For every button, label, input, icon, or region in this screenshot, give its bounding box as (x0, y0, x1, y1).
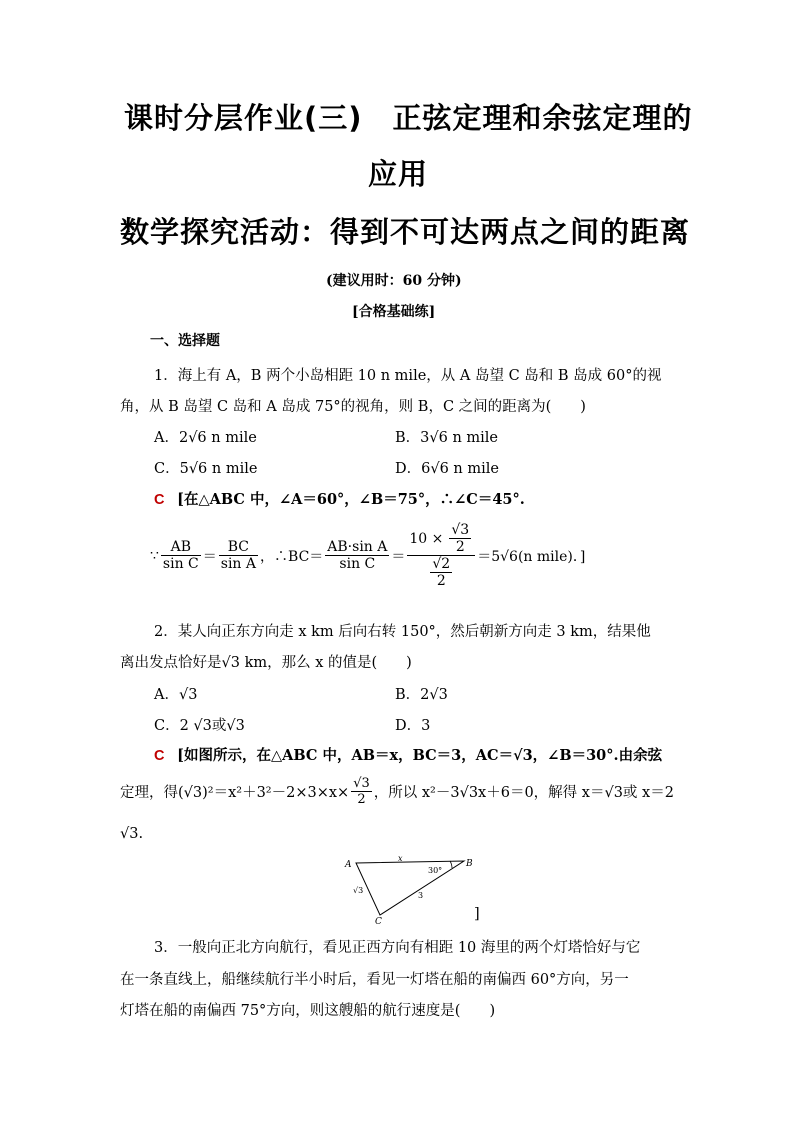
side-ac-label: √3 (353, 886, 364, 895)
q1-stem-line1: 1．海上有 A，B 两个小岛相距 10 n mile，从 A 岛望 C 岛和 B 岛成 60°的视 (154, 368, 662, 384)
therefore-text: ，∴BC＝ (260, 548, 324, 565)
q2-option-a: A．√3 (154, 687, 198, 703)
level-label: [合格基础练] (352, 304, 436, 320)
fraction (325, 539, 389, 572)
q1-stem-line2: 角，从 B 岛望 C 岛和 A 岛成 75°的视角，则 B，C 之间的距离为( ) (120, 399, 586, 415)
vertex-b: B (466, 859, 473, 869)
q2-solution-line3: √3. (120, 826, 144, 842)
q1-solution-text: [在△ABC 中，∠A＝60°，∠B＝75°，∴∠C＝45°. (177, 491, 525, 508)
side-x-label: x (398, 854, 403, 863)
q1-solution-line1 (154, 488, 525, 509)
fraction (219, 539, 258, 572)
sqrt3-over-2 (351, 776, 372, 807)
q2-option-b: B．2√3 (395, 687, 448, 703)
page-subtitle: 数学探究活动：得到不可达两点之间的距离 (120, 215, 691, 249)
triangle-figure (340, 852, 490, 924)
q2-stem-line2: 离出发点恰好是√3 km，那么 x 的值是( ) (120, 655, 412, 671)
denominator: sin C (162, 556, 199, 572)
because-symbol: ∵ (150, 547, 159, 564)
angle-arc (450, 861, 452, 868)
equals: ＝ (202, 548, 217, 565)
numerator: √2 (432, 556, 451, 572)
q2-solution-text: [如图所示，在△ABC 中，AB＝x，BC＝3，AC＝√3，∠B＝30°.由余弦 (177, 747, 663, 764)
numerator: √3 (353, 776, 370, 791)
result-text: ＝5√6(n mile)．] (477, 548, 586, 565)
numerator: AB·sin A (327, 539, 388, 555)
equals: ＝ (391, 548, 406, 565)
numerator: BC (219, 539, 258, 556)
numerator: AB (161, 539, 201, 556)
q1-option-d: D．6√6 n mile (395, 461, 499, 477)
page-title: 课时分层作业(三) 正弦定理和余弦定理的 (124, 101, 693, 135)
denominator: sin A (220, 556, 257, 572)
q2-solution-line1 (154, 744, 662, 765)
compound-fraction (407, 522, 475, 589)
q1-option-c: C．5√6 n mile (154, 461, 258, 477)
q2-stem-line1: 2．某人向正东方向走 x km 后向右转 150°，然后朝新方向走 3 km，结果他 (154, 624, 651, 640)
numerator: √3 (451, 522, 470, 538)
numerator (407, 522, 475, 556)
q1-option-a: A．2√6 n mile (154, 430, 257, 446)
time-hint: (建议用时：60 分钟) (326, 273, 462, 289)
q2-solution-close: ] (474, 906, 480, 922)
vertex-c: C (375, 917, 382, 924)
angle-label: 30° (428, 866, 443, 875)
denominator: sin C (339, 556, 376, 572)
q2-option-c: C．2 √3或√3 (154, 718, 245, 734)
q2-option-d: D．3 (395, 718, 431, 734)
ten: 10 × (409, 530, 444, 547)
page-title-cont: 应用 (368, 157, 429, 191)
denominator (407, 556, 475, 589)
q1-option-b: B．3√6 n mile (395, 430, 499, 446)
q3-stem-line3: 灯塔在船的南偏西 75°方向，则这艘船的航行速度是( ) (120, 1003, 496, 1019)
denominator: 2 (436, 573, 446, 589)
fraction (161, 539, 201, 572)
triangle-abc (356, 861, 464, 915)
cosine-law-text: 定理，得(√3)²＝x²＋3²－2×3×x× (120, 785, 350, 801)
denominator: 2 (357, 792, 366, 807)
q3-stem-line1: 3．一般向正北方向航行，看见正西方向有相距 10 海里的两个灯塔恰好与它 (154, 940, 641, 956)
sqrt2-over-2 (430, 556, 452, 589)
side-bc-label: 3 (418, 891, 424, 900)
q1-answer: C (154, 492, 165, 508)
q2-solution-line2 (120, 776, 674, 807)
vertex-a: A (345, 860, 352, 870)
equation-text: ，所以 x²－3√3x＋6＝0，解得 x＝√3或 x＝2 (373, 785, 674, 801)
q2-answer: C (154, 748, 165, 764)
section-heading: 一、选择题 (150, 333, 220, 349)
q3-stem-line2: 在一条直线上，船继续航行半小时后，看见一灯塔在船的南偏西 60°方向，另一 (120, 972, 629, 988)
sqrt3-over-2 (449, 522, 471, 555)
denominator: 2 (455, 539, 465, 555)
q1-solution-formula (150, 522, 585, 589)
